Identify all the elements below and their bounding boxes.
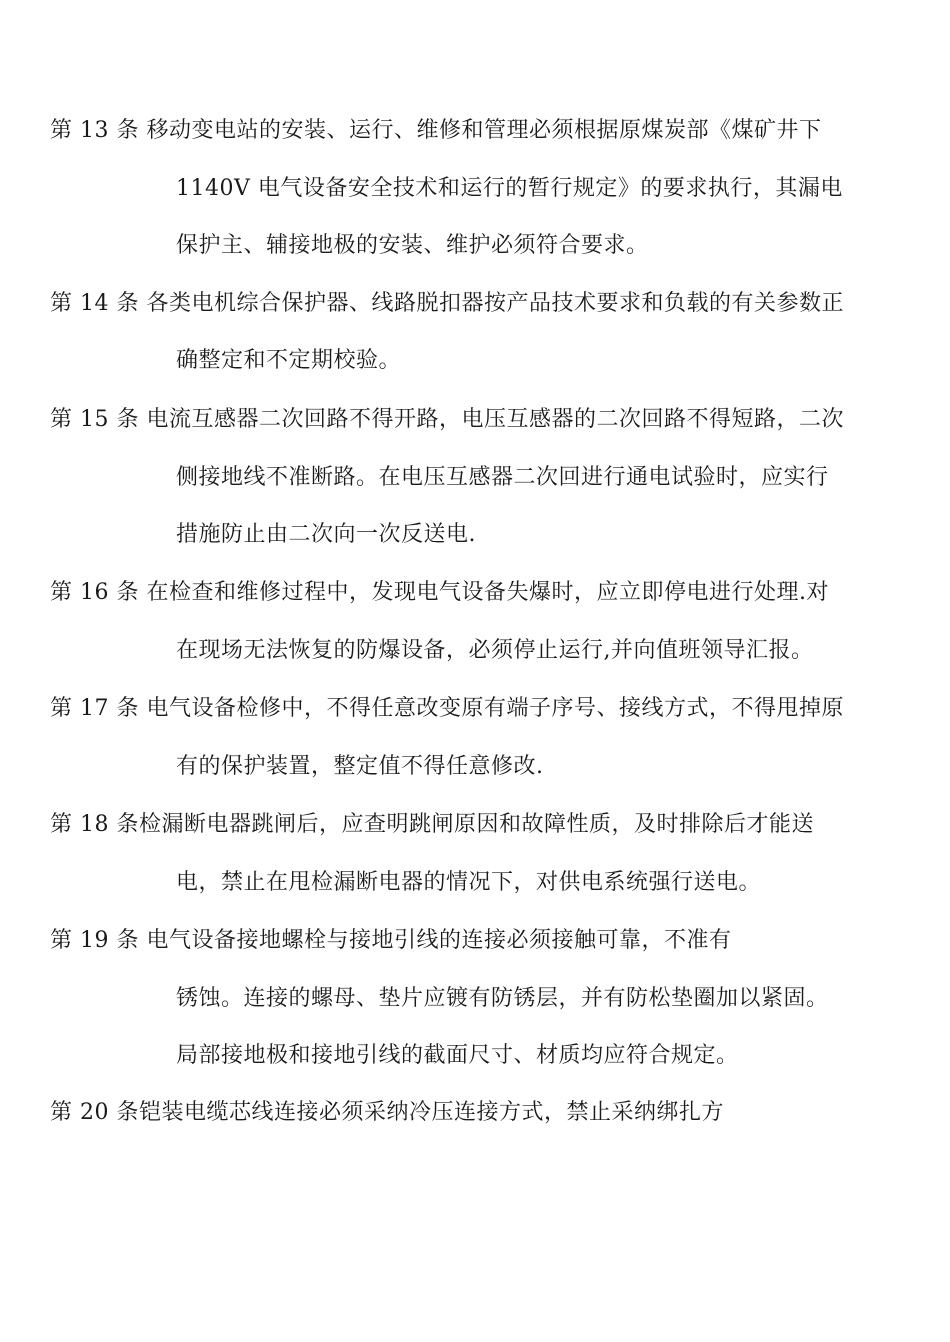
article-14-line-2: 确整定和不定期校验。 xyxy=(176,348,402,373)
article-13-line-1: 第 13 条 移动变电站的安装、运行、维修和管理必须根据原煤炭部《煤矿井下 xyxy=(50,118,822,143)
article-19-line-3: 局部接地极和接地引线的截面尺寸、材质均应符合规定。 xyxy=(176,1043,739,1068)
article-14-line-1: 第 14 条 各类电机综合保护器、线路脱扣器按产品技术要求和负载的有关参数正 xyxy=(50,291,844,316)
article-16-line-1: 第 16 条 在检查和维修过程中，发现电气设备失爆时，应立即停电进行处理.对 xyxy=(50,580,829,605)
article-13-line-3: 保护主、辅接地极的安装、维护必须符合要求。 xyxy=(176,233,649,258)
article-15-line-3: 措施防止由二次向一次反送电. xyxy=(176,522,476,547)
article-20-line-1: 第 20 条铠装电缆芯线连接必须采纳冷压连接方式，禁止采纳绑扎方 xyxy=(50,1100,724,1125)
article-17-line-1: 第 17 条 电气设备检修中，不得任意改变原有端子序号、接线方式，不得甩掉原 xyxy=(50,696,844,721)
article-15-line-1: 第 15 条 电流互感器二次回路不得开路，电压互感器的二次回路不得短路，二次 xyxy=(50,407,844,432)
article-19-line-2: 锈蚀。连接的螺母、垫片应镀有防锈层，并有防松垫圈加以紧固。 xyxy=(176,986,829,1011)
article-17-line-2: 有的保护装置，整定值不得任意修改. xyxy=(176,754,544,779)
article-15-line-2: 侧接地线不准断路。在电压互感器二次回进行通电试验时，应实行 xyxy=(176,465,829,490)
article-16-line-2: 在现场无法恢复的防爆设备，必须停止运行,并向值班领导汇报。 xyxy=(176,638,814,663)
article-18-line-2: 电，禁止在甩检漏断电器的情况下，对供电系统强行送电。 xyxy=(176,870,762,895)
article-18-line-1: 第 18 条检漏断电器跳闸后，应查明跳闸原因和故障性质，及时排除后才能送 xyxy=(50,812,814,837)
article-13-line-2: 1140V 电气设备安全技术和运行的暂行规定》的要求执行，其漏电 xyxy=(176,176,843,201)
article-19-line-1: 第 19 条 电气设备接地螺栓与接地引线的连接必须接触可靠，不准有 xyxy=(50,928,732,953)
